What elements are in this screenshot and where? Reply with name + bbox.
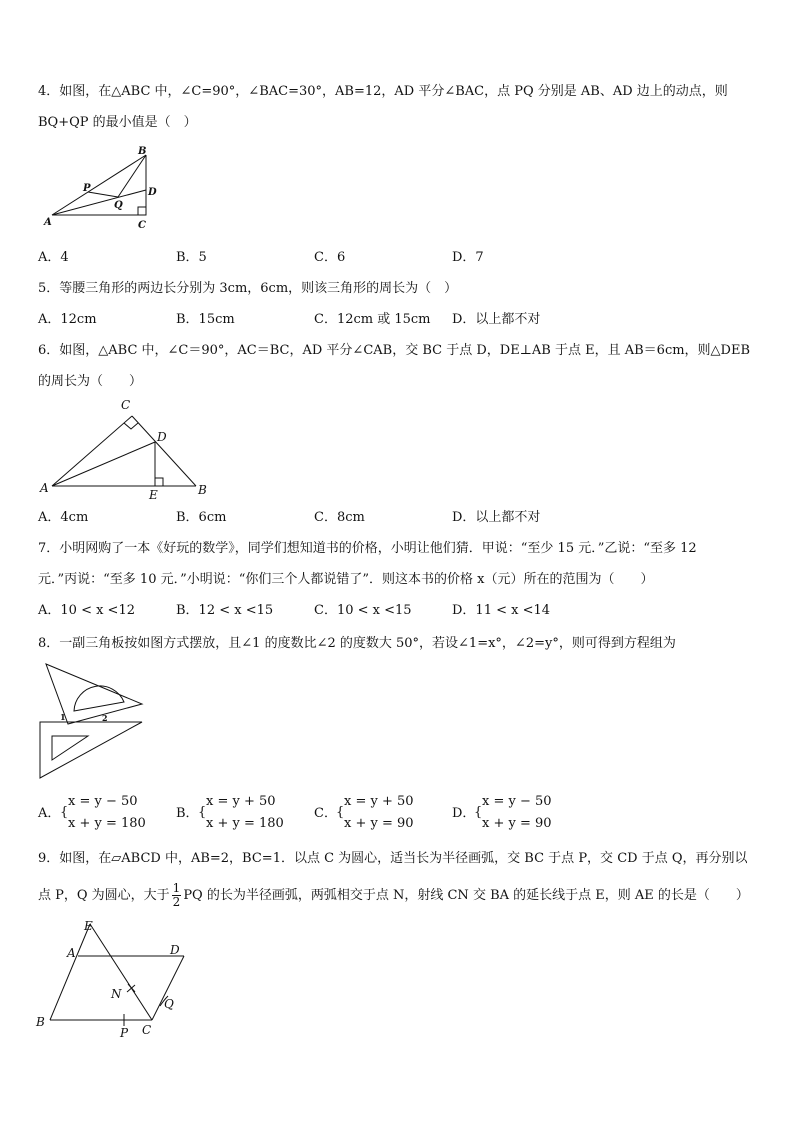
- q7-option-b: B．12 < x <15: [176, 603, 274, 618]
- q9-stem-line1: 9．如图，在▱ABCD 中，AB=2，BC=1．以点 C 为圆心，适当长为半径画弧，交 BC 于点 P，交 CD 于点 Q，再分别以: [38, 851, 748, 866]
- q8-option-b-eq2: x + y = 180: [206, 816, 284, 831]
- q7-option-d: D．11 < x <14: [452, 603, 551, 618]
- q9-fraction-numerator: 1: [172, 881, 181, 895]
- q4-label-Q: Q: [114, 200, 123, 211]
- q4-stem-line2: BQ+QP 的最小值是（ ）: [38, 115, 197, 130]
- q8-option-d-eq1: x = y − 50: [482, 794, 552, 809]
- q4-option-c: C．6: [314, 250, 346, 265]
- q4-label-P: P: [83, 183, 91, 194]
- q9-stem-line2: [38, 882, 749, 910]
- q6-label-B: B: [198, 483, 207, 497]
- q5-option-d: D．以上都不对: [452, 312, 541, 327]
- q8-option-c-label: C．: [314, 806, 337, 821]
- q8-option-d-brace: {: [474, 805, 483, 820]
- q8-option-a-label: A．: [38, 806, 61, 821]
- q8-angle-1-label: 1: [60, 712, 66, 722]
- q8-option-a-eq2: x + y = 180: [68, 816, 146, 831]
- q4-label-C: C: [138, 220, 146, 231]
- q9-label-C: C: [142, 1023, 152, 1037]
- q6-label-D: D: [157, 430, 167, 444]
- q6-option-d: D．以上都不对: [452, 510, 541, 525]
- q9-parallelogram-figure: [34, 916, 194, 1040]
- q9-label-E: E: [84, 919, 93, 933]
- q8-option-a-system: [68, 791, 146, 835]
- q4-label-D: D: [148, 187, 157, 198]
- q4-label-B: B: [138, 146, 147, 157]
- q8-option-a-brace: {: [60, 805, 69, 820]
- q6-triangle-figure: [38, 396, 218, 501]
- q5-option-b: B．15cm: [176, 312, 235, 327]
- q4-stem-line1: 4．如图，在△ABC 中，∠C=90°，∠BAC=30°，AB=12，AD 平分∠BAC，点 PQ 分别是 AB、AD 边上的动点，则: [38, 84, 728, 99]
- q4-option-d: D．7: [452, 250, 484, 265]
- q6-label-C: C: [121, 398, 131, 412]
- q6-label-E: E: [149, 488, 158, 501]
- q9-label-Q: Q: [164, 997, 174, 1011]
- q8-option-c-eq1: x = y + 50: [344, 794, 414, 809]
- q8-option-d-eq2: x + y = 90: [482, 816, 552, 831]
- q4-option-b: B．5: [176, 250, 207, 265]
- q8-option-c-brace: {: [336, 805, 345, 820]
- q4-label-A: A: [44, 217, 52, 228]
- q8-option-d-label: D．: [452, 806, 476, 821]
- q9-fraction-half: [172, 882, 182, 909]
- q8-option-c-system: [344, 791, 414, 835]
- q6-label-A: A: [40, 481, 49, 495]
- q6-option-a: A．4cm: [38, 510, 89, 525]
- q8-option-d-system: [482, 791, 552, 835]
- q6-stem-line2: 的周长为（ ）: [38, 374, 143, 389]
- q6-stem-line1: 6．如图，△ABC 中，∠C＝90°，AC＝BC，AD 平分∠CAB，交 BC 于点 D，DE⊥AB 于点 E，且 AB＝6cm，则△DEB: [38, 343, 751, 358]
- q5-option-a: A．12cm: [38, 312, 97, 327]
- q5-stem: 5．等腰三角形的两边长分别为 3cm，6cm，则该三角形的周长为（ ）: [38, 281, 458, 296]
- q8-option-b-label: B．: [176, 806, 199, 821]
- q7-stem-line1: 7．小明网购了一本《好玩的数学》，同学们想知道书的价格，小明让他们猜．甲说：“至少 15 元．”乙说：“至多 12: [38, 541, 697, 556]
- q8-option-a-eq1: x = y − 50: [68, 794, 138, 809]
- q9-label-P: P: [120, 1026, 129, 1040]
- q9-fraction-denominator: 2: [172, 895, 181, 909]
- q6-option-c: C．8cm: [314, 510, 365, 525]
- q6-option-b: B．6cm: [176, 510, 227, 525]
- q7-option-a: A．10 < x <12: [38, 603, 135, 618]
- q7-stem-line2: 元．”丙说：“至多 10 元．”小明说：“你们三个人都说错了”．则这本书的价格 x（元）所在的范围为（ ）: [38, 572, 654, 587]
- q8-option-b-eq1: x = y + 50: [206, 794, 276, 809]
- q5-option-c: C．12cm 或 15cm: [314, 312, 431, 327]
- q8-set-squares-figure: [38, 660, 148, 785]
- q8-stem: 8．一副三角板按如图方式摆放，且∠1 的度数比∠2 的度数大 50°，若设∠1=x°，∠2=y°，则可得到方程组为: [38, 636, 676, 651]
- q9-stem-line2-pre: 点 P，Q 为圆心，大于: [38, 888, 170, 903]
- q8-angle-2-label: 2: [102, 713, 108, 723]
- q9-label-D: D: [170, 943, 180, 957]
- q8-option-c-eq2: x + y = 90: [344, 816, 414, 831]
- q8-option-b-system: [206, 791, 284, 835]
- q9-label-B: B: [36, 1015, 45, 1029]
- q9-stem-line2-post: PQ 的长为半径画弧，两弧相交于点 N，射线 CN 交 BA 的延长线于点 E，则 AE 的长是（ ）: [183, 888, 749, 903]
- q9-label-A: A: [67, 946, 76, 960]
- q4-option-a: A．4: [38, 250, 69, 265]
- q8-option-b-brace: {: [198, 805, 207, 820]
- q4-triangle-figure: [38, 145, 163, 235]
- q9-label-N: N: [111, 987, 122, 1001]
- q7-option-c: C．10 < x <15: [314, 603, 412, 618]
